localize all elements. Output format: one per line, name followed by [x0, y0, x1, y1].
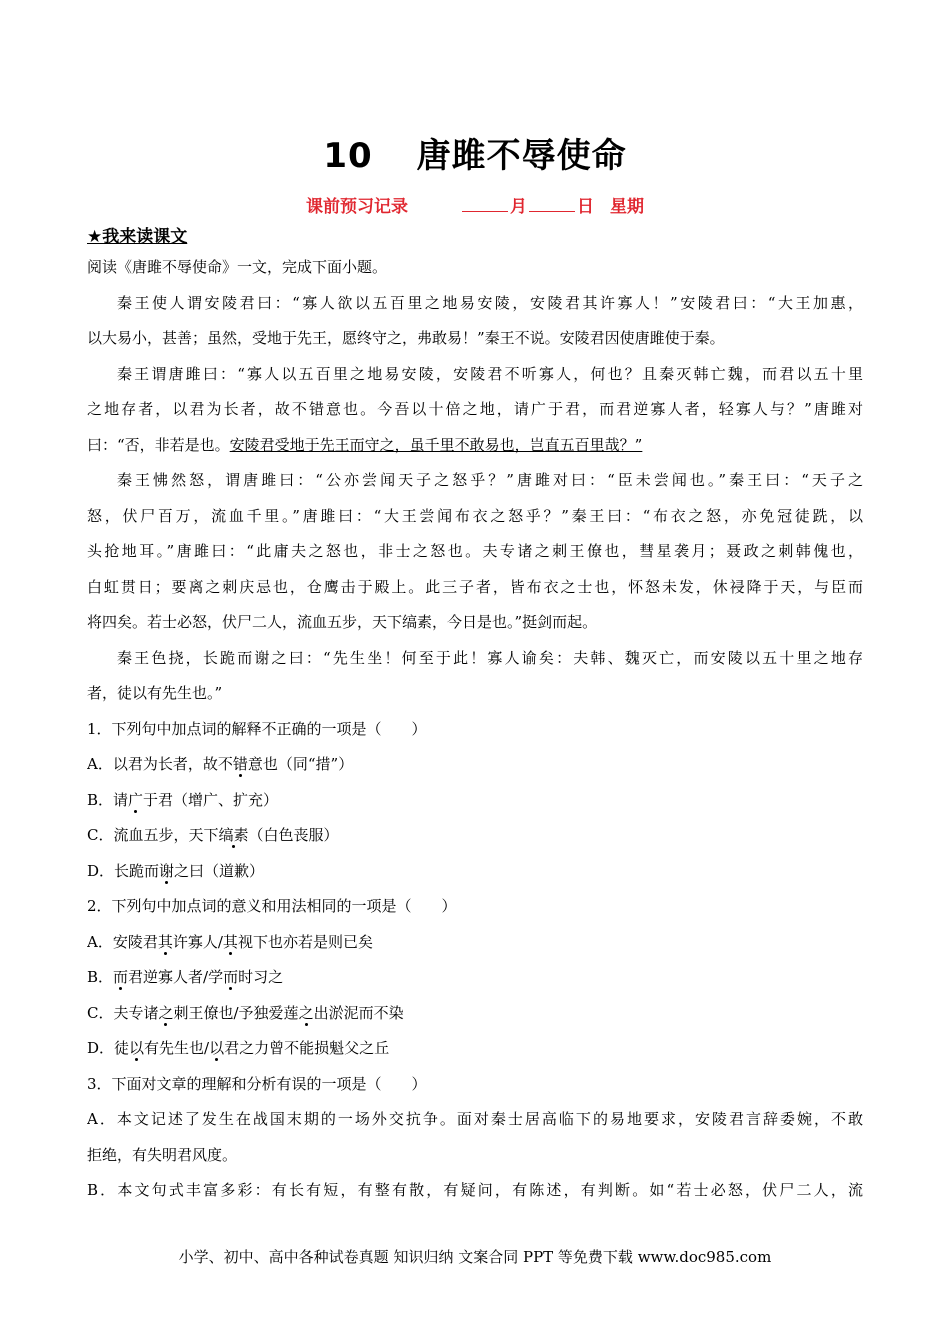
q1-option-c: [87, 818, 863, 854]
q2-c-text: C．夫专诸: [87, 1003, 159, 1022]
lesson-title: 唐雎不辱使命: [416, 136, 627, 176]
passage-p3-line1: 秦王怫然怒，谓唐雎曰：“公亦尝闻天子之怒乎？”唐雎对曰：“臣未尝闻也。”秦王曰：“天子之: [117, 471, 863, 489]
q2-a-dotted-1: 其: [157, 932, 173, 951]
q3-option-a-line1: A．本文记述了发生在战国末期的一场外交抗争。面对秦士居高临下的易地要求，安陵君言辞委婉，不敢: [87, 1110, 863, 1128]
q1-d-text: D．长跪而: [87, 861, 160, 880]
q2-c-dotted-2: 之: [298, 1003, 314, 1022]
footer-text: 小学、初中、高中各种试卷真题 知识归纳 文案合同 PPT 等免费下载 www.doc985.com: [178, 1248, 772, 1266]
q1-b-dotted: 广: [128, 790, 144, 809]
section-heading: ★我来读课文: [87, 227, 188, 247]
q1-stem: 1．下列句中加点词的解释不正确的一项是（ ）: [87, 719, 427, 738]
q2-b-letter: B．: [87, 968, 114, 986]
q2-option-a: [87, 925, 863, 961]
q2-option-d: [87, 1031, 863, 1067]
q3-option-a-line2: 拒绝，有失明君风度。: [87, 1145, 238, 1164]
passage-p2-line2: 之地存者，以君为长者，故不错意也。今吾以十倍之地，请广于君，而君逆寡人者，轻寡人与？”唐雎对: [87, 400, 863, 418]
passage-p4-line1: 秦王色挠，长跪而谢之曰：“先生坐！何至于此！寡人谕矣：夫韩、魏灭亡，而安陵以五十里之地存: [117, 648, 863, 667]
lesson-number: 10: [323, 136, 373, 176]
q1-c-dotted: 缟素: [218, 826, 249, 844]
q1-c-text-end: （白色丧服）: [248, 826, 339, 844]
q3-option-b-line1: B．本文句式丰富多彩：有长有短，有整有散，有疑问，有陈述，有判断。如“若士必怒，伏尸二人，流: [87, 1181, 863, 1199]
q1-a-dotted: 错: [232, 755, 248, 773]
preview-record-label: 课前预习记录: [306, 197, 408, 217]
q2-b-text-end: 时习之: [238, 968, 284, 986]
day-label: 日: [577, 197, 594, 217]
q2-a-dotted-2: 其: [222, 932, 238, 951]
q1-d-text-end: 之曰（道歉）: [174, 861, 265, 880]
passage-p2-line3-text: 曰：“否，非若是也。: [87, 435, 230, 454]
q2-a-text-mid: 许寡人/: [172, 932, 223, 951]
q1-b-text: B．请: [87, 790, 129, 809]
q2-d-text: D．徒: [87, 1039, 130, 1057]
month-label: 月: [510, 197, 527, 217]
q2-d-dotted-2: 以: [209, 1039, 225, 1057]
month-blank: [462, 197, 508, 212]
passage-p3-line4: 白虹贯日；要离之刺庆忌也，仓鹰击于殿上。此三子者，皆布衣之士也，怀怒未发，休祲降于天，与臣而: [87, 577, 863, 596]
q2-d-text-end: 君之力曾不能损魁父之丘: [224, 1039, 390, 1057]
q2-option-c: [87, 996, 863, 1032]
passage-p3-line2: 怒，伏尸百万，流血千里。”唐雎曰：“大王尝闻布衣之怒乎？”秦王曰：“布衣之怒，亦免冠徒跣，以: [87, 506, 863, 525]
q2-b-text-mid: 君逆寡人者/学: [128, 968, 224, 986]
passage-p3-line5: 将四矣。若士必怒，伏尸二人，流血五步，天下缟素，今日是也。”挺剑而起。: [87, 613, 598, 631]
q2-c-text-mid: 刺王僚也/予独爱莲: [173, 1003, 299, 1022]
passage-p1-line2: 以大易小，甚善；虽然，受地于先王，愿终守之，弗敢易！”秦王不说。安陵君因使唐雎使于秦。: [87, 329, 725, 347]
q2-b-dotted-2: 而: [223, 968, 239, 986]
q1-c-text: C．流血五步，天下: [87, 826, 219, 844]
intro-line: 阅读《唐雎不辱使命》一文，完成下面小题。: [87, 258, 388, 276]
q1-b-text-end: 于君（增广、扩充）: [143, 790, 279, 809]
underlined-sentence: 安陵君受地于先王而守之，虽千里不敢易也，岂直五百里哉？”: [229, 435, 643, 454]
q2-a-text-end: 视下也亦若是则已矣: [237, 932, 373, 951]
day-blank: [529, 197, 575, 212]
q1-d-dotted: 谢: [159, 861, 175, 880]
q2-b-dotted-1: 而: [113, 968, 129, 986]
q1-option-b: [87, 783, 863, 819]
q2-c-dotted-1: 之: [158, 1003, 174, 1022]
content-body: [87, 250, 863, 1209]
q2-c-text-end: 出淤泥而不染: [313, 1003, 404, 1022]
preview-record-line: [0, 192, 950, 217]
q2-stem: 2．下列句中加点词的意义和用法相同的一项是（ ）: [87, 897, 457, 915]
week-label: 星期: [610, 197, 644, 217]
passage-p2-line1: 秦王谓唐雎曰：“寡人以五百里之地易安陵，安陵君不听寡人，何也？且秦灭韩亡魏，而君以五十里: [117, 364, 863, 383]
passage-p1-line1: 秦王使人谓安陵君曰：“寡人欲以五百里之地易安陵，安陵君其许寡人！”安陵君曰：“大王加惠，: [117, 293, 863, 312]
q3-stem: 3．下面对文章的理解和分析有误的一项是（ ）: [87, 1074, 427, 1093]
q1-option-a: [87, 747, 863, 783]
passage-p4-line2: 者，徒以有先生也。”: [87, 684, 223, 702]
q2-d-dotted-1: 以: [129, 1039, 145, 1057]
page-title: [0, 128, 950, 177]
passage-p3-line3: 头抢地耳。”唐雎曰：“此庸夫之怒也，非士之怒也。夫专诸之刺王僚也，彗星袭月；聂政之刺韩傀也，: [87, 542, 863, 560]
q2-option-b: [87, 960, 863, 996]
passage-p2-line3: [87, 428, 863, 464]
q2-a-text: A．安陵君: [87, 932, 158, 951]
q1-a-text: A．以君为长者，故不: [87, 755, 233, 773]
q1-a-text-end: 意也（同“措”）: [247, 755, 354, 773]
q2-d-text-mid: 有先生也/: [144, 1039, 210, 1057]
q1-option-d: [87, 854, 863, 890]
